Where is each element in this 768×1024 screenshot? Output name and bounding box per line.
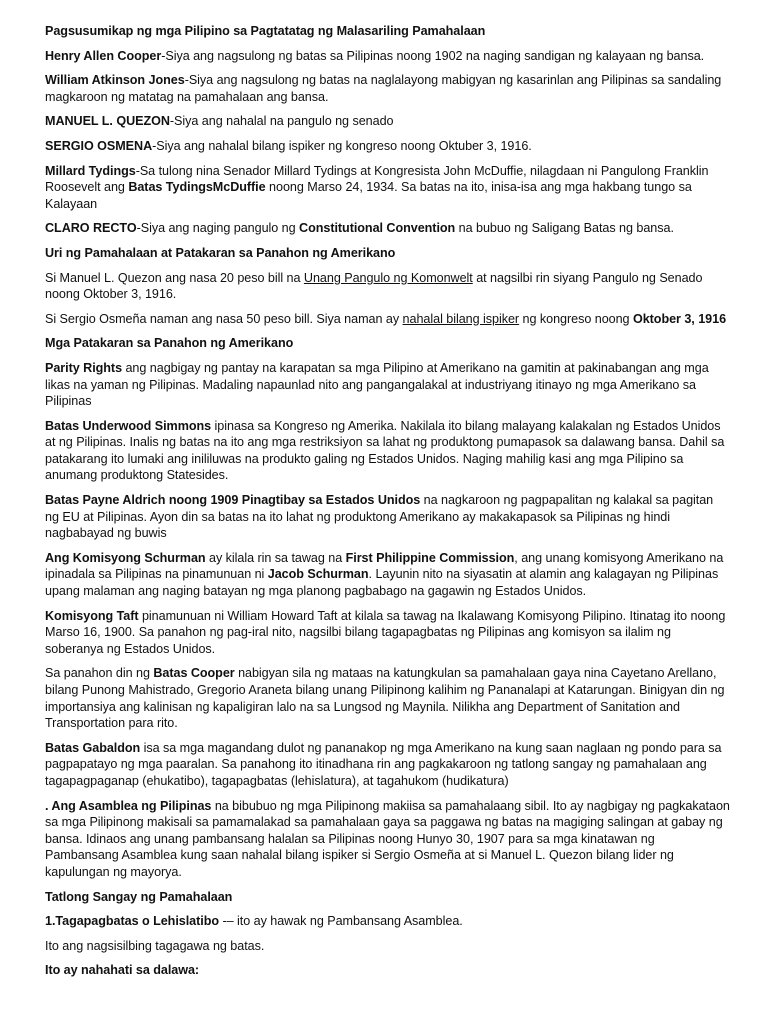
text-run: Si Sergio Osmeña naman ang nasa 50 peso bill. Siya naman ay [45,311,403,326]
bold-text-run: Oktober 3, 1916 [632,311,727,326]
section-heading-heading-uri [45,245,730,262]
text-run: pinamunuan ni William Howard Taft at kilala sa tawag na Ikalawang Komisyong Pilipino. Itinatag ito noong Marso 16, 1900. Sa panahon ng pag-iral nito, nagsilbi bilang tagapagbatas ng Pilipinas ang komisyon sa ilalim ng soberanya ng Estados Unidos. [45,608,726,656]
text-run: na bubuo ng Saligang Batas ng bansa. [455,221,674,236]
bold-text-run: Constitutional Convention [299,221,456,236]
underlined-text-run: Unang Pangulo ng Komonwelt [303,270,473,285]
bold-text-run: Parity Rights [45,360,123,375]
text-run: -Sa tulong nina Senador Millard Tydings at Kongresista John McDuffie, nilagdaan ni Pangulong Franklin Roosevelt ang [45,163,709,195]
bold-text-run: Mga Patakaran sa Panahon ng Amerikano [45,336,294,351]
text-run: -Siya ang nagsulong ng batas na naglalayong mabigyan ng kasarinlan ang Pilipinas sa sandaling magkaroon ng matatag na pamahalaan ang bansa. [45,73,722,104]
text-run: Sa panahon din ng [45,666,154,681]
text-run: noong Marso 24, 1934. Sa batas na ito, inisa-isa ang mga hakbang tungo sa Kalayaan [45,180,692,211]
bold-text-run: Batas Payne Aldrich noong 1909 Pinagtibay sa Estados Unidos [45,493,421,508]
text-run: na bibubuo ng mga Pilipinong makiisa sa pamahalaang sibil. Ito ay nagbigay ng pagkakataon sa mga Pilipinong makisali sa pamamalakad sa pamahalaan gaya sa paggawa ng batas na magiging salingan at gabay ng bansa. Idinaos ang unang pambansang halalan sa Pilipinas noong Hunyo 30, 1907 para sa mga kinatawan ng Pambansang Asamblea kung saan nahalal bilang ispiker si Sergio Osmeña at si Manuel L. Quezon bilang lider ng kapulungan ng mayorya. [45,798,730,879]
paragraph-quezon [45,113,730,130]
paragraph-osmena-bill [45,311,730,328]
document-body [45,23,730,987]
text-run: nabigyan sila ng mataas na katungkulan sa pamahalaan gaya nina Cayetano Arellano, bilang Punong Mahistrado, Gregorio Araneta bilang unang Pilipinong kalihim ng Pananalapi at Katarungan. Binigyan din ng importansiya ang kalinisan ng kapaligiran lalo na sa Lungsod ng Maynila. Nilikha ang Department of Sanitation and Transportation para rito. [45,666,725,731]
text-run: ay kilala rin sa tawag na [205,550,346,565]
paragraph-quezon-bill [45,270,730,303]
paragraph-asamblea [45,798,730,881]
text-run: -Siya ang nahalal na pangulo ng senado [169,114,394,129]
text-run: ng kongreso noong [519,311,633,326]
paragraph-recto [45,220,730,237]
paragraph-tydings [45,163,730,213]
bold-text-run: Millard Tydings [45,163,136,178]
paragraph-underwood [45,418,730,484]
bold-text-run: First Philippine Commission [345,550,515,565]
text-run: -Siya ang nagsulong ng batas sa Pilipinas noong 1902 na naging sandigan ng kalayaan ng bansa. [161,48,705,63]
text-run: , ang unang komisyong Amerikano na ipinadala sa Pilipinas na pinamunuan ni [45,550,724,582]
text-run: -Siya ang naging pangulo ng [136,221,300,236]
text-run: ipinasa sa Kongreso ng Amerika. Nakilala ito bilang malayang kalakalan ng Estados Unidos at ng Pilipinas. Inalis ng batas na ito ang mga restriksiyon sa lahat ng produktong pumapasok sa dalawang bansa. Dahil sa patakarang ito lumaki ang inililuwas na produkto galing ng Estados Unidos. Naging mahilig kasi ang mga Pilipino sa anumang produktong Statesides. [45,418,725,483]
text-run: at nagsilbi rin siyang Pangulo ng Senado noong Oktober 3, 1916. [45,270,703,302]
text-run: Ito ang nagsisilbing tagagawa ng batas. [45,938,265,953]
paragraph-batas-cooper [45,665,730,731]
paragraph-schurman [45,550,730,600]
underlined-text-run: nahalal bilang ispiker [402,311,520,326]
bold-text-run: Ito ay nahahati sa dalawa: [45,963,200,978]
text-run: . Layunin nito na siyasatin at alamin ang kalagayan ng Pilipinas upang malaman ang naging batayan ng mga planong pagbabago na gagawin ng Estados Unidos. [45,567,719,599]
text-run: ang nagbigay ng pantay na karapatan sa mga Pilipino at Amerikano na gamitin at pakinabangan ang mga likas na yaman ng Pilipinas. Madaling napaunlad nito ang pangangalakal at industriyang itinayo ng mga Amerikano sa Pilipinas [45,360,709,409]
paragraph-tagapagbatas [45,913,730,930]
bold-text-run: William Atkinson Jones [45,73,185,88]
bold-text-run: MANUEL L. QUEZON [45,114,170,129]
bold-text-run: Tatlong Sangay ng Pamahalaan [45,889,233,904]
paragraph-tagagawa [45,938,730,955]
section-heading-heading-sangay [45,889,730,906]
section-heading-heading-patakaran [45,335,730,352]
text-run: -– ito ay hawak ng Pambansang Asamblea. [219,914,463,929]
bold-text-run: Batas Gabaldon [45,740,141,755]
paragraph-nahahati [45,962,730,979]
text-run: -Siya ang nahalal bilang ispiker ng kongreso noong Oktuber 3, 1916. [152,138,532,153]
text-run: Si Manuel L. Quezon ang nasa 20 peso bill na [45,270,304,285]
bold-text-run: Pagsusumikap ng mga Pilipino sa Pagtatatag ng Malasariling Pamahalaan [45,24,486,38]
text-run: isa sa mga magandang dulot ng pananakop ng mga Amerikano na kung saan naglaan ng pondo para sa pagpapatayo ng mga paaralan. Sa panahong ito itinadhana rin ang pagkakaroon ng tatlong sangay ng pamahalaan ang tagapagpaganap (ehukatibo), tagapagbatas (lehislatura), at tagahukom (hudikatura) [45,740,722,788]
bold-text-run: Henry Allen Cooper [45,48,162,63]
bold-text-run: Uri ng Pamahalaan at Patakaran sa Panahon ng Amerikano [45,245,396,260]
paragraph-parity [45,360,730,410]
paragraph-payne [45,492,730,542]
bold-text-run: 1.Tagapagbatas o Lehislatibo [45,914,220,929]
paragraph-osmena [45,138,730,155]
bold-text-run: Ang Komisyong Schurman [45,550,206,565]
bold-text-run: Batas Cooper [153,666,235,681]
bold-text-run: SERGIO OSMENA [45,138,153,153]
bold-text-run: Komisyong Taft [45,608,139,623]
paragraph-jones [45,72,730,105]
bold-text-run: Batas Underwood Simmons [45,418,212,433]
bold-text-run: Batas TydingsMcDuffie [128,180,266,195]
bold-text-run: CLARO RECTO [45,221,137,236]
bold-text-run: . Ang Asamblea ng Pilipinas [45,798,212,813]
paragraph-gabaldon [45,740,730,790]
text-run: na nagkaroon ng pagpapalitan ng kalakal sa pagitan ng EU at Pilipinas. Ayon din sa batas na ito lahat ng produktong Amerikano ay makakapasok sa Pilipinas ng hindi nagbabayad ng buwis [45,493,714,541]
section-heading-heading-pagsusumikap [45,23,730,40]
paragraph-taft [45,608,730,658]
bold-text-run: Jacob Schurman [267,567,369,582]
paragraph-cooper [45,48,730,65]
